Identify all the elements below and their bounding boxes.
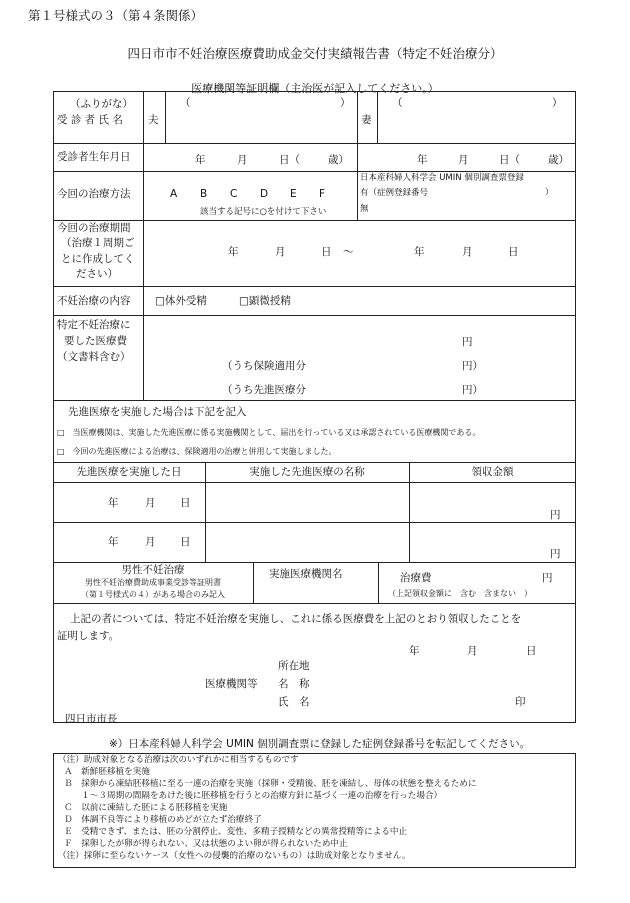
rule (53, 220, 576, 221)
cert-addressee: 四日市市長 (65, 713, 118, 725)
note-e: Ｅ 受精できず、または、胚の分割停止、変性、多精子授精などの異常授精等による中止 (64, 827, 408, 837)
umin-yes-label[interactable]: 有（症例登録番号 (360, 188, 429, 198)
form-number: 第１号様式の３（第４条関係） (28, 8, 204, 23)
method-option-d[interactable]: D (260, 188, 269, 200)
wife-furigana-open: （ (392, 97, 403, 109)
rule (53, 143, 576, 144)
period-label-line4: ださい） (76, 268, 118, 280)
ivf-checkbox[interactable]: □体外受精 (155, 295, 207, 307)
cost-insured-label: （うち保険適用分 (222, 360, 306, 372)
male-receipt-included-note[interactable]: （上記領収金額に 含む 含まない ） (388, 589, 532, 598)
male-cost-label: 治療費 (400, 572, 432, 584)
method-option-e[interactable]: E (290, 188, 297, 200)
rule (53, 603, 576, 604)
male-institution-label: 実施医療機関名 (269, 568, 343, 580)
husband-dob-month: 月 (237, 154, 248, 166)
rule (53, 400, 576, 401)
advanced-row2-yen: 円 (550, 548, 561, 560)
advanced-row1-year: 年 (108, 497, 119, 509)
male-cost-yen: 円 (542, 572, 553, 584)
period-start-day: 日 (321, 246, 332, 258)
husband-label: 夫 (148, 114, 159, 126)
cost-insured-yen: 円） (462, 360, 483, 372)
rule (143, 91, 144, 400)
rule (378, 562, 379, 603)
umin-transcription-note: ※）日本産科婦人科学会 UMIN 個別調査票に登録した症例登録番号を転記してください。 (109, 738, 531, 750)
note-b: Ｂ 採卵から凍結胚移植に至る一連の治療を実施（採卵・受精後、胚を凍結し、母体の状態を整えるために (64, 779, 477, 789)
certification-text-line2: 証明します。 (57, 630, 120, 642)
advanced-row2-day: 日 (180, 536, 191, 548)
method-instruction: 該当する記号に○を付けて下さい (200, 207, 327, 217)
rule (53, 522, 576, 523)
certification-text-line1: 上記の者については、特定不妊治療を実施し、これに係る医療費を上記のとおり領収したことを (70, 613, 522, 625)
cert-seal-mark: 印 (515, 696, 526, 708)
method-option-f[interactable]: F (319, 188, 326, 200)
advanced-row2-month: 月 (145, 536, 156, 548)
rule (53, 482, 576, 483)
male-form-note: （第１号様式の４）がある場合のみ記入 (81, 590, 225, 599)
period-end-year: 年 (414, 246, 425, 258)
form-title: 四日市市不妊治療医療費助成金交付実績報告書（特定不妊治療分） (127, 46, 503, 61)
note-f: Ｆ 採卵したが卵が得られない、又は状態のよい卵が得られないため中止 (64, 839, 348, 849)
notes-box (53, 753, 576, 868)
period-label-line2: （治療１周期ご (61, 237, 135, 249)
rule (53, 171, 576, 172)
advanced-row1-day: 日 (180, 497, 191, 509)
cert-month: 月 (467, 645, 478, 657)
cert-day: 日 (526, 645, 537, 657)
col-header-name: 実施した先進医療の名称 (249, 466, 365, 478)
wife-furigana-close: ） (552, 97, 563, 109)
advanced-heading: 先進医療を実施した場合は下記を記入 (68, 406, 247, 418)
icsi-checkbox[interactable]: □顕微授精 (239, 295, 291, 307)
rule (53, 562, 576, 563)
note-exclusion: （注）採卵に至らないケース（女性への侵襲的治療のないもの）は助成対象となりません。 (58, 851, 411, 861)
cost-label-line2: 要した医療費 (64, 335, 127, 347)
husband-dob-year: 年 (195, 154, 206, 166)
cert-institution-label: 医療機関等 (205, 678, 258, 690)
note-d: Ｄ 体調不良等により移植のめどが立たず治療終了 (64, 815, 262, 825)
method-option-c[interactable]: C (230, 188, 238, 200)
note-c: Ｃ 以前に凍結した胚による胚移植を実施 (64, 803, 228, 813)
advanced-check-designated[interactable]: □ 当医療機関は、実施した先進医療に係る実施機関として、届出を行っている又は承認されている医療機関である。 (57, 428, 481, 437)
cert-year: 年 (409, 645, 420, 657)
col-header-date: 先進医療を実施した日 (76, 466, 182, 478)
period-start-month: 月 (275, 246, 286, 258)
husband-furigana-close: ） (340, 97, 351, 109)
period-label-line1: 今回の治療期間 (57, 222, 131, 234)
cost-label-line3: （文書料含む） (57, 351, 131, 363)
cert-location-label: 所在地 (278, 660, 310, 672)
cost-advanced-label: （うち先進医療分 (222, 384, 306, 396)
period-end-day: 日 (508, 246, 519, 258)
note-b-cont: １～３周期の間隔をあけた後に胚移植を行うとの治療方針に基づく一連の治療を行った場合） (64, 791, 443, 801)
content-label: 不妊治療の内容 (57, 295, 131, 307)
umin-no-label[interactable]: 無 (360, 204, 369, 214)
wife-dob-month: 月 (458, 154, 469, 166)
cost-total-yen: 円 (462, 336, 473, 348)
period-label-line3: とに作成してく (61, 253, 135, 265)
furigana-label: （ふりがな） (70, 98, 133, 110)
advanced-row1-month: 月 (145, 497, 156, 509)
notes-header: （注）助成対象となる治療は次のいずれかに相当するものです (58, 755, 299, 765)
male-certificate-note: 男性不妊治療費助成事業受診等証明書 (85, 578, 221, 587)
period-end-month: 月 (462, 246, 473, 258)
rule (253, 562, 254, 603)
rule (53, 286, 576, 287)
wife-dob-day: 日（ (499, 154, 520, 166)
dob-label: 受診者生年月日 (57, 151, 131, 163)
method-option-a[interactable]: A (170, 188, 178, 200)
wife-dob-year: 年 (417, 154, 428, 166)
section-title: 医療機関等証明欄（主治医が記入してください。） (191, 82, 439, 95)
period-start-year: 年 (228, 246, 239, 258)
note-a: Ａ 新鮮胚移植を実施 (64, 767, 150, 777)
rule (53, 315, 576, 316)
rule (357, 91, 358, 143)
wife-label: 妻 (361, 114, 372, 126)
husband-age-close: 歳） (328, 154, 349, 166)
col-header-amount: 領収金額 (471, 466, 514, 478)
cost-advanced-yen: 円） (462, 384, 483, 396)
rule (165, 91, 166, 143)
husband-furigana-open: （ (180, 97, 191, 109)
advanced-row1-yen: 円 (550, 509, 561, 521)
advanced-row2-year: 年 (108, 536, 119, 548)
cert-name-label: 名 称 (278, 678, 310, 690)
rule (357, 143, 358, 220)
rule (377, 91, 378, 143)
period-tilde: ～ (343, 246, 354, 258)
method-label: 今回の治療方法 (57, 188, 131, 200)
advanced-check-combined[interactable]: □ 今回の先進医療による治療は、保険適用の治療と併用して実施しました。 (57, 447, 337, 456)
rule (53, 462, 576, 463)
male-title: 男性不妊治療 (121, 564, 185, 576)
patient-name-label: 受 診 者 氏 名 (57, 114, 123, 126)
umin-registration-label: 日本産科婦人科学会 UMIN 個別調査票登録 (360, 173, 524, 183)
cost-label-line1: 特定不妊治療に (57, 319, 131, 331)
method-option-b[interactable]: B (200, 188, 208, 200)
umin-yes-close: ） (545, 188, 554, 198)
husband-dob-day: 日（ (279, 154, 300, 166)
wife-age-close: 歳） (548, 154, 569, 166)
cert-person-label: 氏 名 (278, 696, 310, 708)
